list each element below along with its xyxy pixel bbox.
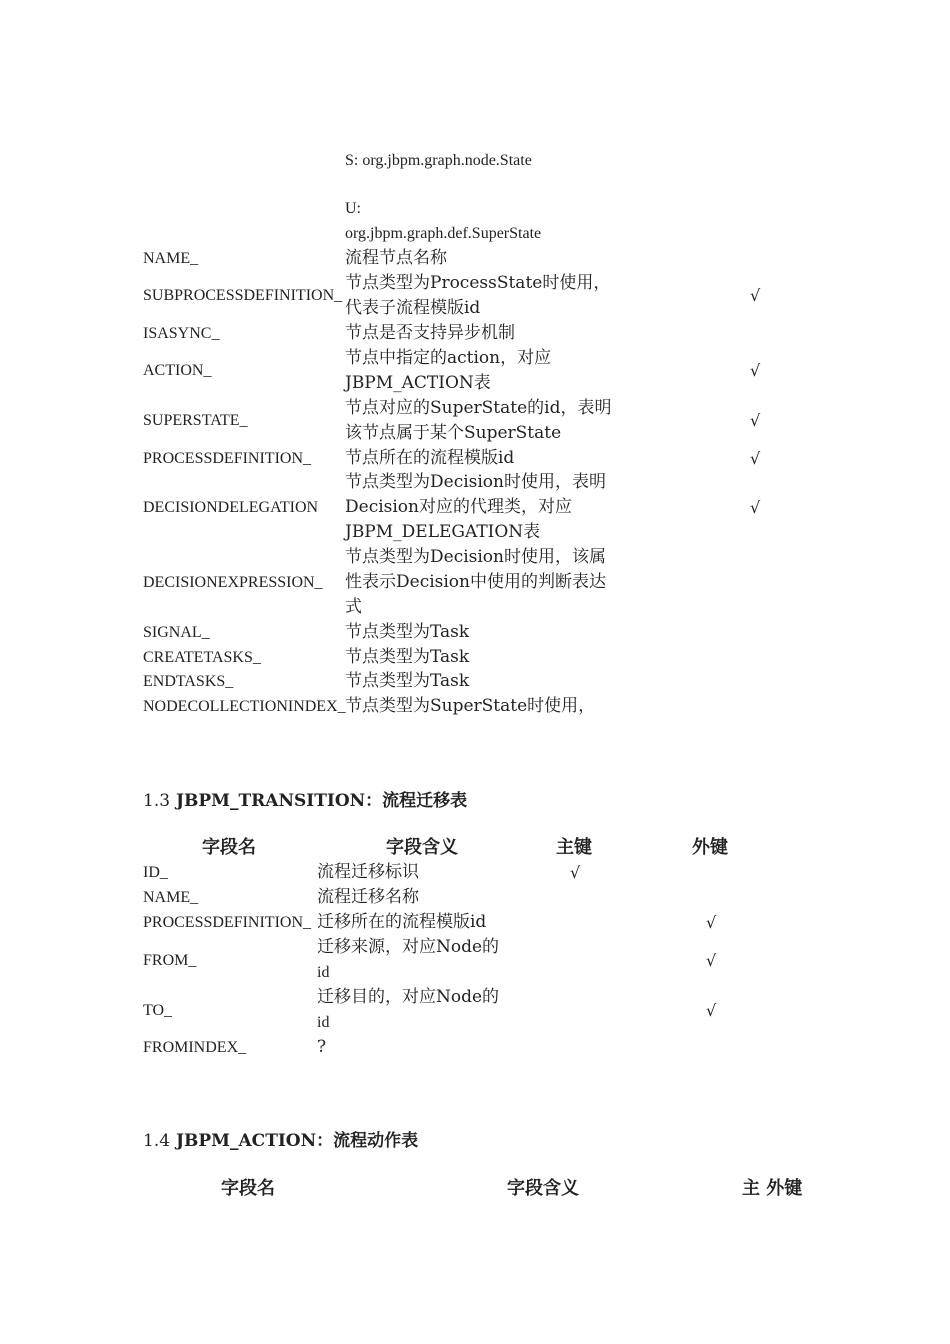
field-name: FROM_ (143, 952, 197, 969)
field-name: ENDTASKS_ (143, 673, 234, 690)
field-desc: 节点所在的流程模版id (345, 448, 515, 468)
section-title: JBPM_TRANSITION：流程迁移表 (175, 791, 468, 811)
field-desc: 节点类型为Task (345, 622, 470, 642)
field-desc: 节点类型为ProcessState时使用， (345, 273, 611, 293)
fk-check-mark: √ (750, 286, 761, 305)
type-desc-line: org.jbpm.graph.def.SuperState (345, 225, 542, 242)
field-name: SUPERSTATE_ (143, 412, 248, 429)
field-desc: 迁移所在的流程模版id (317, 912, 487, 932)
type-desc-line: U: (345, 200, 361, 217)
field-desc: 节点类型为Task (345, 671, 470, 691)
field-name: NODECOLLECTIONINDEX_ (143, 698, 346, 715)
field-desc: 式 (345, 597, 362, 617)
field-desc: 节点对应的SuperState的id，表明 (345, 398, 612, 418)
field-name: ID_ (143, 864, 168, 881)
field-desc: 节点是否支持异步机制 (345, 323, 515, 343)
field-name: ISASYNC_ (143, 325, 220, 342)
field-desc: 迁移来源，对应Node的 (317, 937, 500, 957)
type-desc-line: S: org.jbpm.graph.node.State (345, 152, 532, 169)
field-desc: JBPM_ACTION表 (345, 373, 491, 393)
field-desc: Decision对应的代理类，对应 (345, 497, 572, 517)
field-name: CREATETASKS_ (143, 649, 261, 666)
field-desc: JBPM_DELEGATION表 (345, 522, 541, 542)
field-desc: 代表子流程模版id (345, 298, 481, 318)
field-desc: 迁移目的，对应Node的 (317, 987, 500, 1007)
col-header-pk: 主键 (556, 837, 592, 858)
field-name: SUBPROCESSDEFINITION_ (143, 287, 343, 304)
col-header-field: 字段名 (202, 837, 256, 858)
field-desc: id (317, 964, 330, 981)
field-name: FROMINDEX_ (143, 1039, 247, 1056)
field-name: ACTION_ (143, 362, 212, 379)
field-desc: ? (317, 1037, 327, 1057)
section-heading-1-4 (143, 1129, 418, 1154)
field-name: TO_ (143, 1002, 173, 1019)
fk-check-mark: √ (750, 449, 761, 468)
field-name: DECISIONDELEGATION (143, 499, 319, 516)
field-name: SIGNAL_ (143, 624, 210, 641)
field-name: PROCESSDEFINITION_ (143, 450, 312, 467)
field-desc: 流程节点名称 (345, 248, 447, 268)
field-desc: 流程迁移名称 (317, 887, 419, 907)
fk-check-mark: √ (750, 411, 761, 430)
field-desc: 流程迁移标识 (317, 862, 419, 882)
field-desc: 节点类型为Decision时使用，表明 (345, 472, 606, 492)
col-header-pk-fk: 主 外键 (742, 1178, 803, 1199)
fk-check-mark: √ (706, 951, 717, 970)
field-desc: 该节点属于某个SuperState (345, 423, 562, 443)
field-desc: 节点类型为Task (345, 647, 470, 667)
pk-check-mark: √ (570, 863, 581, 882)
field-desc: id (317, 1014, 330, 1031)
section-number: 1.4 (143, 1131, 171, 1151)
fk-check-mark: √ (750, 361, 761, 380)
field-name: NAME_ (143, 889, 199, 906)
field-name: PROCESSDEFINITION_ (143, 914, 312, 931)
field-desc: 性表示Decision中使用的判断表达 (345, 572, 606, 592)
field-desc: 节点类型为SuperState时使用， (345, 696, 596, 716)
field-desc: 节点类型为Decision时使用，该属 (345, 547, 606, 567)
field-desc: 节点中指定的action，对应 (345, 348, 552, 368)
fk-check-mark: √ (706, 913, 717, 932)
section-number: 1.3 (143, 791, 171, 811)
section-title: JBPM_ACTION：流程动作表 (175, 1131, 419, 1151)
col-header-meaning: 字段含义 (386, 837, 458, 858)
field-name: NAME_ (143, 250, 199, 267)
field-name: DECISIONEXPRESSION_ (143, 574, 323, 591)
col-header-meaning: 字段含义 (507, 1178, 579, 1199)
col-header-field: 字段名 (221, 1178, 275, 1199)
fk-check-mark: √ (706, 1001, 717, 1020)
fk-check-mark: √ (750, 498, 761, 517)
section-heading-1-3 (143, 789, 467, 814)
col-header-fk: 外键 (692, 837, 728, 858)
